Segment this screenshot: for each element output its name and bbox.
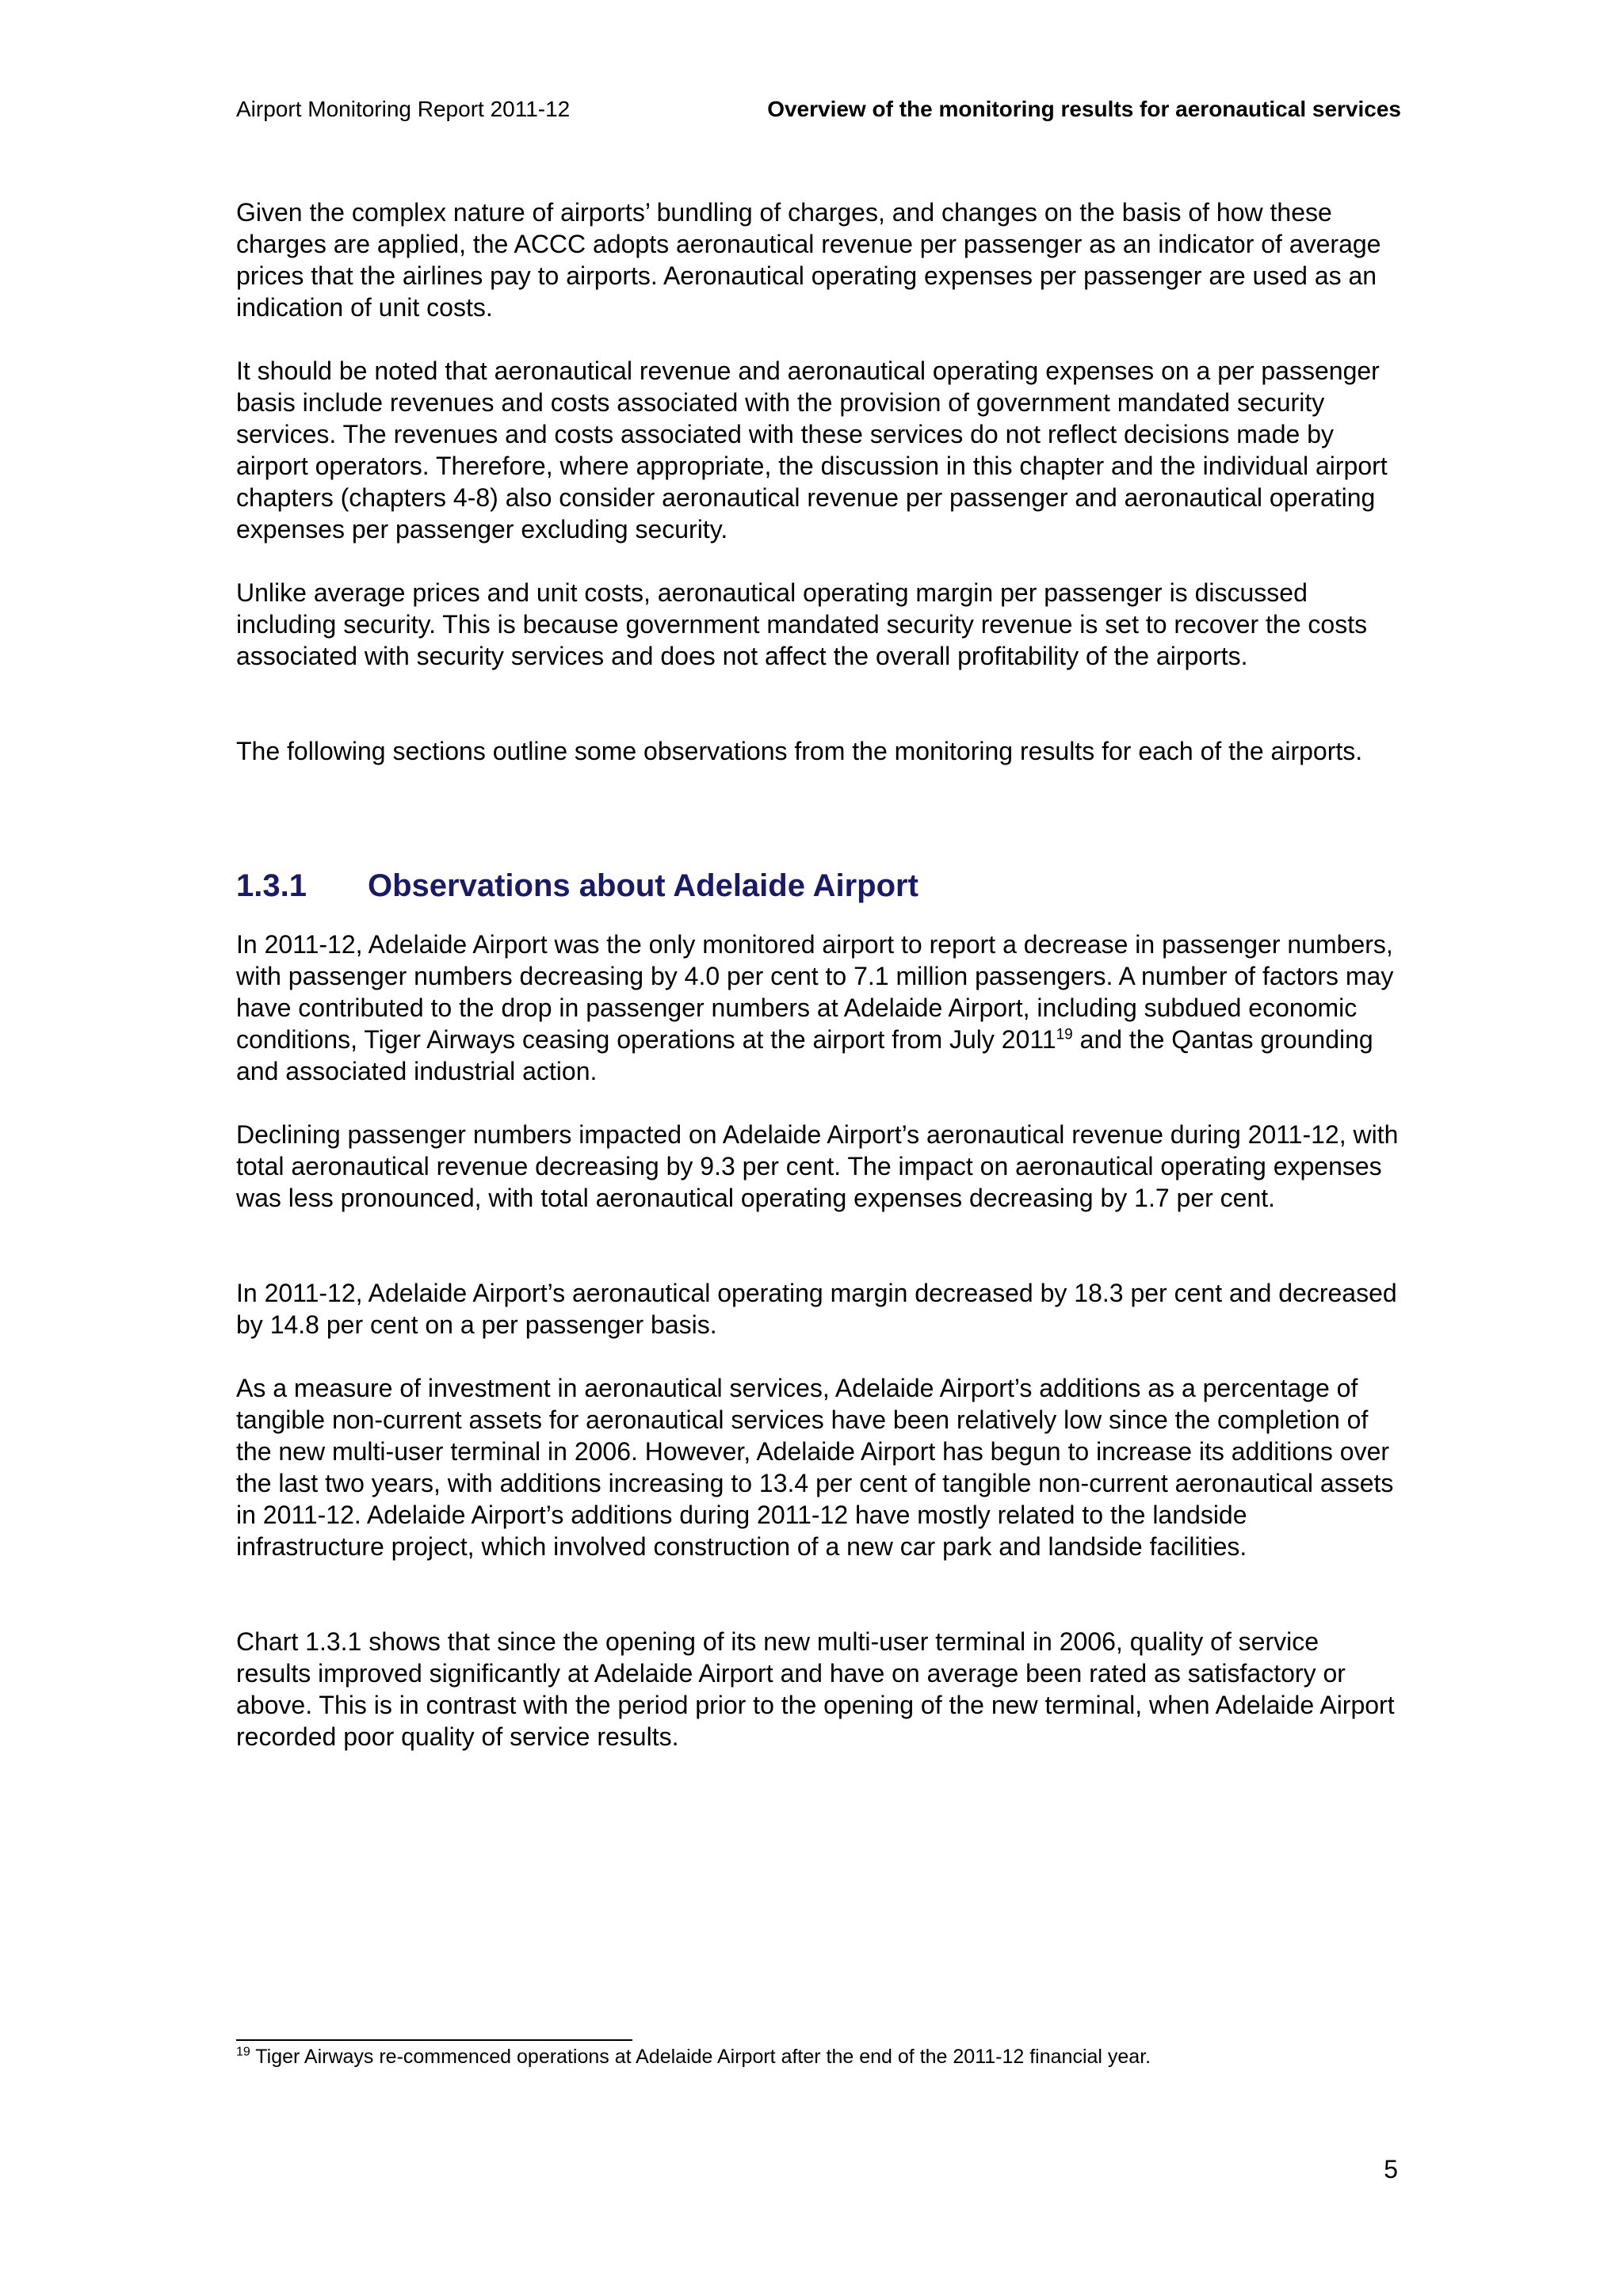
paragraph-investment [236,1372,1400,1562]
footnote-marker: 19 [236,2045,250,2059]
section-heading [236,867,1401,905]
paragraph-text: In 2011-12, Adelaide Airport’s aeronautical operating margin decreased by 18.3 per cent and decreased by 14.8 per cent on a per passenger basis. [236,1279,1397,1339]
paragraph-text-part: In 2011-12, Adelaide Airport was the only monitored airport to report a decrease in passenger numbers, with passenger numbers decreasing by 4.0 per cent to 7.1 million passengers. A number of factors may have contributed to the drop in passenger numbers at Adelaide Airport, including subdued economic conditions, Tiger Airways ceasing operations at the airport from July 2011 [236,930,1394,1054]
page-number: 5 [1384,2155,1398,2183]
footnote [236,2044,1401,2069]
paragraph-security-services [236,355,1400,545]
paragraph-text: Declining passenger numbers impacted on Adelaide Airport’s aeronautical revenue during 2011-12, with total aeronautical revenue decreasing by 9.3 per cent. The impact on aeronautical operating expenses was less pronounced, with total aeronautical operating expenses decreasing by 1.7 per cent. [236,1120,1399,1212]
header-report-title: Airport Monitoring Report 2011-12 [236,97,571,121]
section-title: Observations about Adelaide Airport [368,868,918,903]
paragraph-text [236,929,1400,1087]
paragraph-text: Chart 1.3.1 shows that since the opening of its new multi-user terminal in 2006, quality of service results improved significantly at Adelaide Airport and have on average been rated as satisfactory or above. This is in contrast with the period prior to the opening of the new terminal, when Adelaide Airport recorded poor quality of service results. [236,1627,1395,1751]
paragraph-following-sections [236,735,1400,767]
paragraph-text: As a measure of investment in aeronautical services, Adelaide Airport’s additions as a percentage of tangible non-current assets for aeronautical services have been relatively low since the completion of the new multi-user terminal in 2006. However, Adelaide Airport has begun to increase its additions over the last two years, with additions increasing to 13.4 per cent of tangible non-current aeronautical assets in 2011-12. Adelaide Airport’s additions during 2011-12 have mostly related to the landside infrastructure project, which involved construction of a new car park and landside facilities. [236,1374,1394,1561]
footnote-separator [236,2039,632,2041]
paragraph-passenger-numbers [236,929,1400,1087]
paragraph-text: It should be noted that aeronautical revenue and aeronautical operating expenses on a per passenger basis include revenues and costs associated with the provision of government mandated security services. The revenues and costs associated with these services do not reflect decisions made by airport operators. Therefore, where appropriate, the discussion in this chapter and the individual airport chapters (chapters 4-8) also consider aeronautical revenue per passenger and aeronautical operating expenses per passenger excluding security. [236,357,1388,543]
running-header [236,95,1401,124]
footnote-text: Tiger Airways re-commenced operations at Adelaide Airport after the end of the 2011-12 financial year. [250,2046,1151,2068]
header-chapter-title: Overview of the monitoring results for aeronautical services [767,97,1401,121]
paragraph-text: Given the complex nature of airports’ bundling of charges, and changes on the basis of how these charges are applied, the ACCC adopts aeronautical revenue per passenger as an indicator of average prices that the airlines pay to airports. Aeronautical operating expenses per passenger are used as an indication of unit costs. [236,198,1381,322]
footnote-reference: 19 [1056,1026,1073,1043]
paragraph-text: Unlike average prices and unit costs, aeronautical operating margin per passenger is discussed including security. This is because government mandated security revenue is set to recover the costs associated with security services and does not affect the overall profitability of the airports. [236,578,1368,670]
paragraph-bundling-charges [236,196,1400,323]
paragraph-declining-passengers [236,1119,1400,1214]
paragraph-quality-of-service [236,1626,1400,1753]
paragraph-operating-margin [236,577,1400,672]
paragraph-text-part: and the Qantas grounding and associated industrial action. [236,1025,1373,1085]
section-number: 1.3.1 [236,868,307,903]
paragraph-text: The following sections outline some observations from the monitoring results for each of the airports. [236,737,1363,765]
paragraph-margin-decrease [236,1277,1400,1341]
